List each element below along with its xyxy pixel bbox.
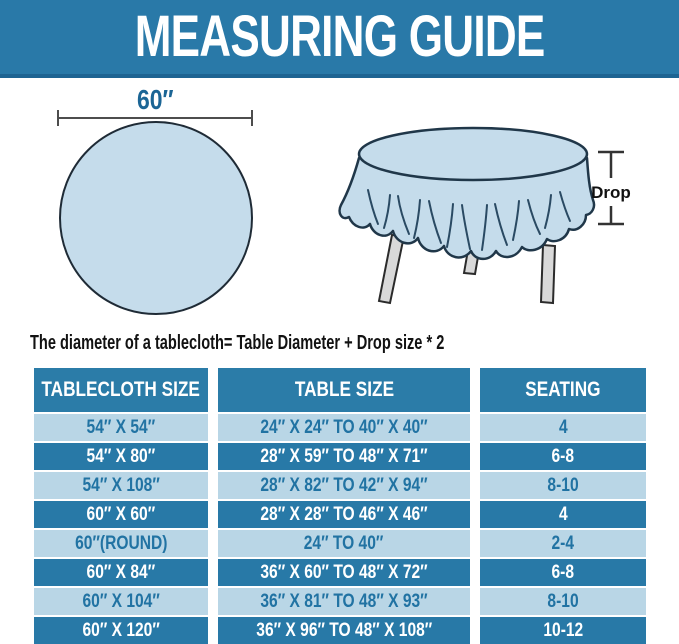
table-cell: 24″ TO 40″ — [218, 530, 470, 557]
table-cell: 8-10 — [480, 472, 646, 499]
table-cell: 60″(ROUND) — [34, 530, 208, 557]
tabletop-ellipse — [359, 128, 587, 180]
circle-diameter-label: 60″ — [136, 84, 174, 115]
table-cell: 60″ X 120″ — [34, 617, 208, 644]
table-cell: 6-8 — [480, 443, 646, 470]
table-cell: 60″ X 84″ — [34, 559, 208, 586]
table-cell: 28″ X 59″ TO 48″ X 71″ — [218, 443, 470, 470]
dimension-line — [57, 117, 253, 119]
table-cell: 54″ X 108″ — [34, 472, 208, 499]
table-header-tablecloth-size: TABLECLOTH SIZE — [34, 368, 208, 412]
table-cell: 60″ X 60″ — [34, 501, 208, 528]
table-cell: 4 — [480, 414, 646, 441]
table-cell: 4 — [480, 501, 646, 528]
table-cell: 28″ X 82″ TO 42″ X 94″ — [218, 472, 470, 499]
size-table — [34, 368, 646, 644]
table-cell: 28″ X 28″ TO 46″ X 46″ — [218, 501, 470, 528]
table-cell: 6-8 — [480, 559, 646, 586]
page-title: MEASURING GUIDE — [134, 4, 545, 69]
tablecloth-circle-diagram — [59, 121, 253, 315]
table-header-table-size: TABLE SIZE — [218, 368, 470, 412]
table-cell: 10-12 — [480, 617, 646, 644]
table-cell: 54″ X 80″ — [34, 443, 208, 470]
measuring-guide-banner — [0, 0, 679, 78]
table-cell: 60″ X 104″ — [34, 588, 208, 615]
table-cell: 36″ X 60″ TO 48″ X 72″ — [218, 559, 470, 586]
table-cell: 36″ X 81″ TO 48″ X 93″ — [218, 588, 470, 615]
table-drop-illustration — [332, 100, 632, 330]
table-cell: 36″ X 96″ TO 48″ X 108″ — [218, 617, 470, 644]
table-cell: 2-4 — [480, 530, 646, 557]
table-cell: 24″ X 24″ TO 40″ X 40″ — [218, 414, 470, 441]
formula-text: The diameter of a tablecloth= Table Diameter + Drop size * 2 — [30, 332, 445, 354]
table-cell: 54″ X 54″ — [34, 414, 208, 441]
dimension-tick-right — [251, 110, 253, 126]
drop-label: Drop — [591, 183, 631, 202]
table-header-seating: SEATING — [480, 368, 646, 412]
table-cell: 8-10 — [480, 588, 646, 615]
